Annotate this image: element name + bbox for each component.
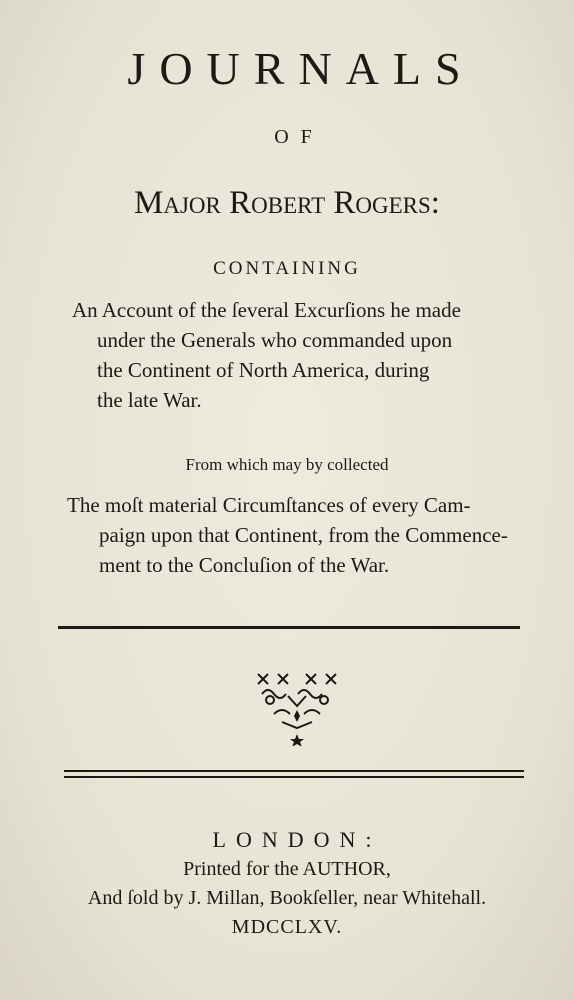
- divider-rule: [58, 626, 520, 629]
- account-line: An Account of the ſeveral Excurſions he made: [72, 298, 461, 322]
- account-line: the late War.: [97, 388, 202, 412]
- imprint-sold: And ſold by J. Millan, Bookſeller, near Whitehall.: [87, 887, 487, 909]
- collected-line: From which may by collected: [185, 455, 389, 474]
- imprint-city: LONDON:: [212, 827, 382, 852]
- circumstances-line: The moſt material Circumſtances of every Cam-: [67, 493, 471, 517]
- author-name: Major Robert Rogers:: [134, 185, 440, 221]
- double-rule-bottom: [64, 776, 524, 778]
- printers-ornament-icon: [252, 666, 342, 746]
- containing-heading: CONTAINING: [213, 258, 361, 279]
- circumstances-paragraph: [67, 490, 527, 580]
- account-paragraph: [72, 295, 522, 415]
- title-of: OF: [274, 126, 324, 148]
- imprint-printed: Printed for the AUTHOR,: [183, 858, 391, 880]
- book-title: JOURNALS: [127, 43, 475, 94]
- double-rule-top: [64, 770, 524, 772]
- account-line: under the Generals who commanded upon: [97, 328, 453, 352]
- circumstances-line: ment to the Concluſion of the War.: [99, 553, 390, 577]
- account-line: the Continent of North America, during: [97, 358, 430, 382]
- circumstances-line: paign upon that Continent, from the Commence-: [99, 523, 508, 547]
- imprint-year: MDCCLXV.: [231, 916, 343, 938]
